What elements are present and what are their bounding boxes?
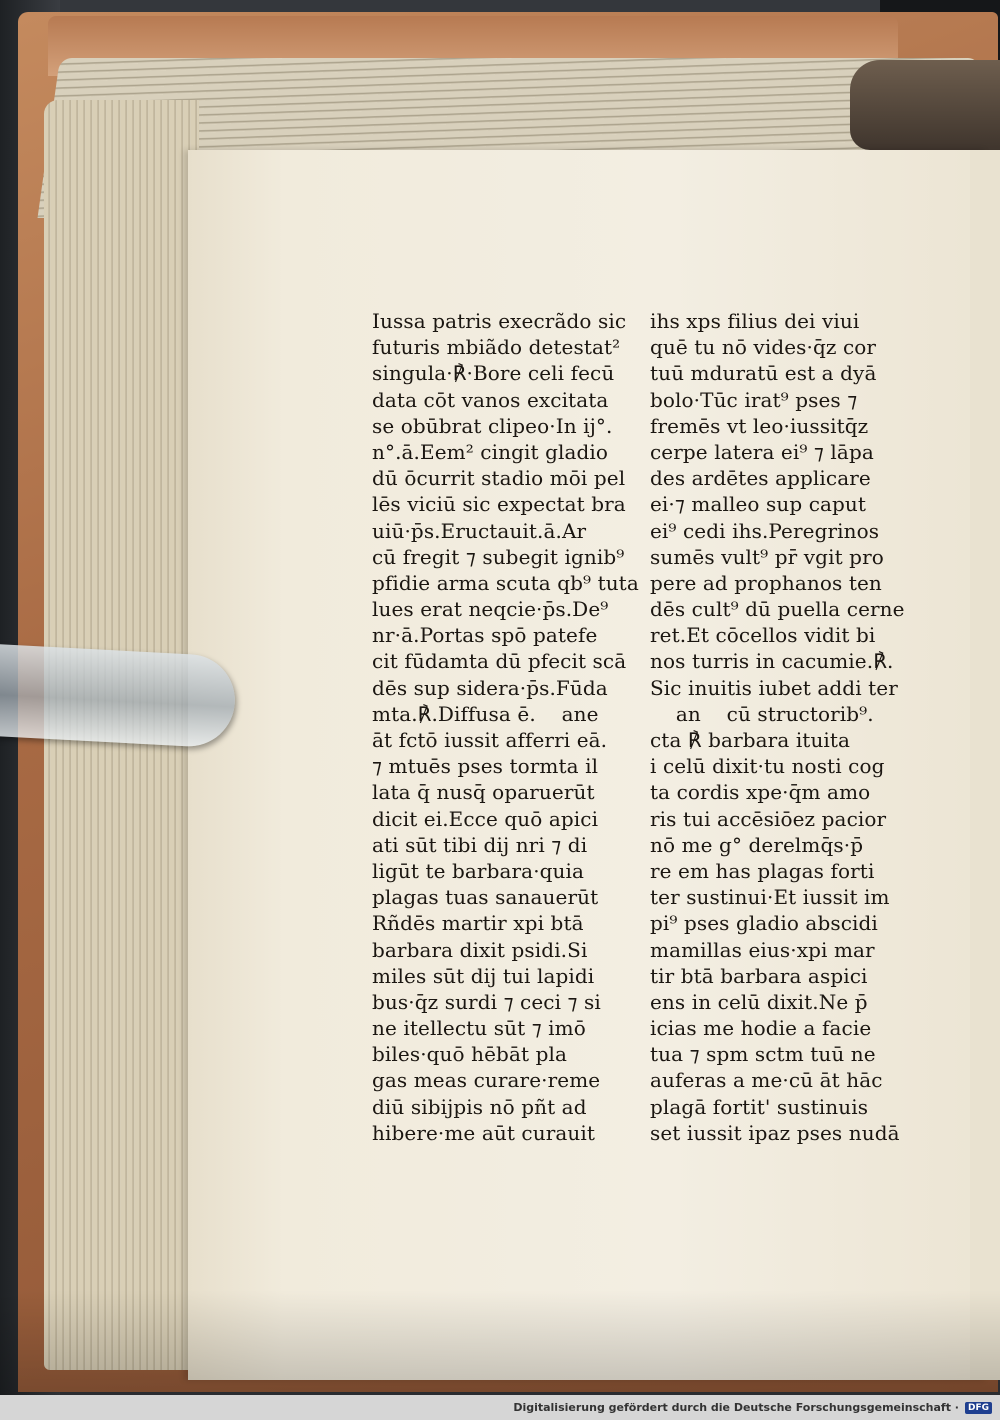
text-line: ei·⁊ malleo sup caput (650, 492, 867, 517)
text-line: hibere·me aūt curauit (372, 1120, 596, 1145)
text-line: set iussit ipaz pses nudā (650, 1120, 900, 1145)
text-line: ligūt te barbara·quia (372, 858, 585, 883)
text-line: sumēs vult⁹ pr̄ vgit pro (650, 544, 884, 569)
text-line: uiū·p̄s.Eructauit.ā.Ar (372, 518, 587, 543)
text-line: tua ⁊ spm sctm tuū ne (650, 1042, 876, 1067)
text-line: nō me g° derelmq̄s·p̄ (650, 832, 864, 857)
text-line: biles·quō hēbāt pla (372, 1042, 567, 1067)
text-line: fremēs vt leo·iussitq̄z (650, 413, 869, 438)
page-weight-ruler (0, 643, 237, 748)
text-line: pi⁹ pses gladio abscidi (650, 911, 878, 936)
text-line: ne itellectu sūt ⁊ imō (372, 1016, 586, 1041)
text-line: tuū mduratū est a dyā (650, 361, 877, 386)
text-line: ⁊ mtuēs pses tormta il (372, 754, 599, 779)
text-line: mta.℟.Diffusa ē. ane (372, 701, 599, 726)
text-line: lēs viciū sic expectat bra (372, 492, 626, 517)
text-line: lues erat neqcie·p̄s.De⁹ (372, 597, 609, 622)
text-line: cta ℟ barbara ituita (650, 728, 851, 752)
text-line: i celū dixit·tu nosti cog (650, 754, 885, 779)
text-line: Rñdēs martir xpi btā (372, 911, 584, 936)
text-line: data cōt vanos excitata (372, 387, 609, 412)
text-line: gas meas curare·reme (372, 1068, 601, 1093)
text-line: ens in celū dixit.Ne p̄ (650, 989, 868, 1014)
text-line: miles sūt dij tui lapidi (372, 963, 595, 988)
right-text-column (650, 308, 905, 1146)
text-line: Iussa patris execrãdo sic (372, 309, 627, 333)
text-line: lata q̄ nusq̄ oparuerūt (372, 780, 595, 805)
text-line: se obūbrat clipeo·In ij°. (372, 413, 613, 438)
text-line: auferas a me·cū āt hāc (650, 1068, 883, 1093)
text-line: diū sibijpis nō pñt ad (372, 1094, 587, 1119)
text-line: futuris mbiãdo detestat² (372, 335, 621, 360)
footer-credit-text: Digitalisierung gefördert durch die Deutsche Forschungsgemeinschaft · (513, 1401, 959, 1414)
text-line: cerpe latera ei⁹ ⁊ lāpa (650, 439, 874, 464)
text-line: re em has plagas forti (650, 858, 875, 883)
text-line: mamillas eius·xpi mar (650, 937, 875, 962)
dfg-logo: DFG (965, 1402, 992, 1414)
text-line: plagas tuas sanauerūt (372, 885, 599, 910)
text-line: nos turris in cacumie.℟. (650, 649, 894, 674)
bottom-shadow (0, 1290, 1000, 1395)
left-text-column (372, 308, 639, 1146)
text-line: singula·℟·Bore celi fecū (372, 361, 615, 386)
text-line: dū ōcurrit stadio mōi pel (372, 466, 626, 491)
text-line: cit fūdamta dū pfecit scā (372, 649, 627, 674)
text-line: bus·q̄z surdi ⁊ ceci ⁊ si (372, 989, 601, 1014)
text-line: ati sūt tibi dij nri ⁊ di (372, 832, 588, 857)
text-line: an cū structorib⁹. (650, 701, 874, 726)
text-line: plagā fortit' sustinuis (650, 1094, 869, 1119)
text-line: des ardētes applicare (650, 466, 871, 491)
text-line: bolo·Tūc irat⁹ pses ⁊ (650, 387, 858, 412)
text-line: pere ad prophanos ten (650, 570, 882, 595)
text-line: dēs cult⁹ dū puella cerne (650, 597, 905, 622)
text-line: ei⁹ cedi ihs.Peregrinos (650, 518, 880, 543)
digitization-footer (0, 1395, 1000, 1420)
text-line: icias me hodie a facie (650, 1016, 872, 1041)
text-line: ris tui accēsiōez pacior (650, 806, 887, 831)
text-line: ihs xps filius dei viui (650, 309, 860, 333)
text-line: barbara dixit psidi.Si (372, 937, 588, 962)
text-line: ter sustinui·Et iussit im (650, 885, 890, 910)
text-line: pfidie arma scuta qb⁹ tuta (372, 570, 639, 595)
text-line: ta cordis xpe·q̄m amo (650, 780, 871, 805)
text-line: dicit ei.Ecce quō apici (372, 806, 599, 831)
text-line: dēs sup sidera·p̄s.Fūda (372, 675, 608, 700)
text-line: quē tu nō vides·q̄z cor (650, 335, 877, 360)
text-line: Sic inuitis iubet addi ter (650, 675, 898, 700)
text-line: n°.ā.Eem² cingit gladio (372, 439, 609, 464)
spine-strap (850, 60, 1000, 150)
text-line: nr·ā.Portas spō patefe (372, 623, 598, 648)
text-line: āt fctō iussit afferri eā. (372, 728, 608, 752)
text-line: tir btā barbara aspici (650, 963, 868, 988)
text-line: ret.Et cōcellos vidit bi (650, 623, 876, 648)
facing-page-edge (970, 150, 1000, 1380)
text-line: cū fregit ⁊ subegit ignib⁹ (372, 544, 625, 569)
